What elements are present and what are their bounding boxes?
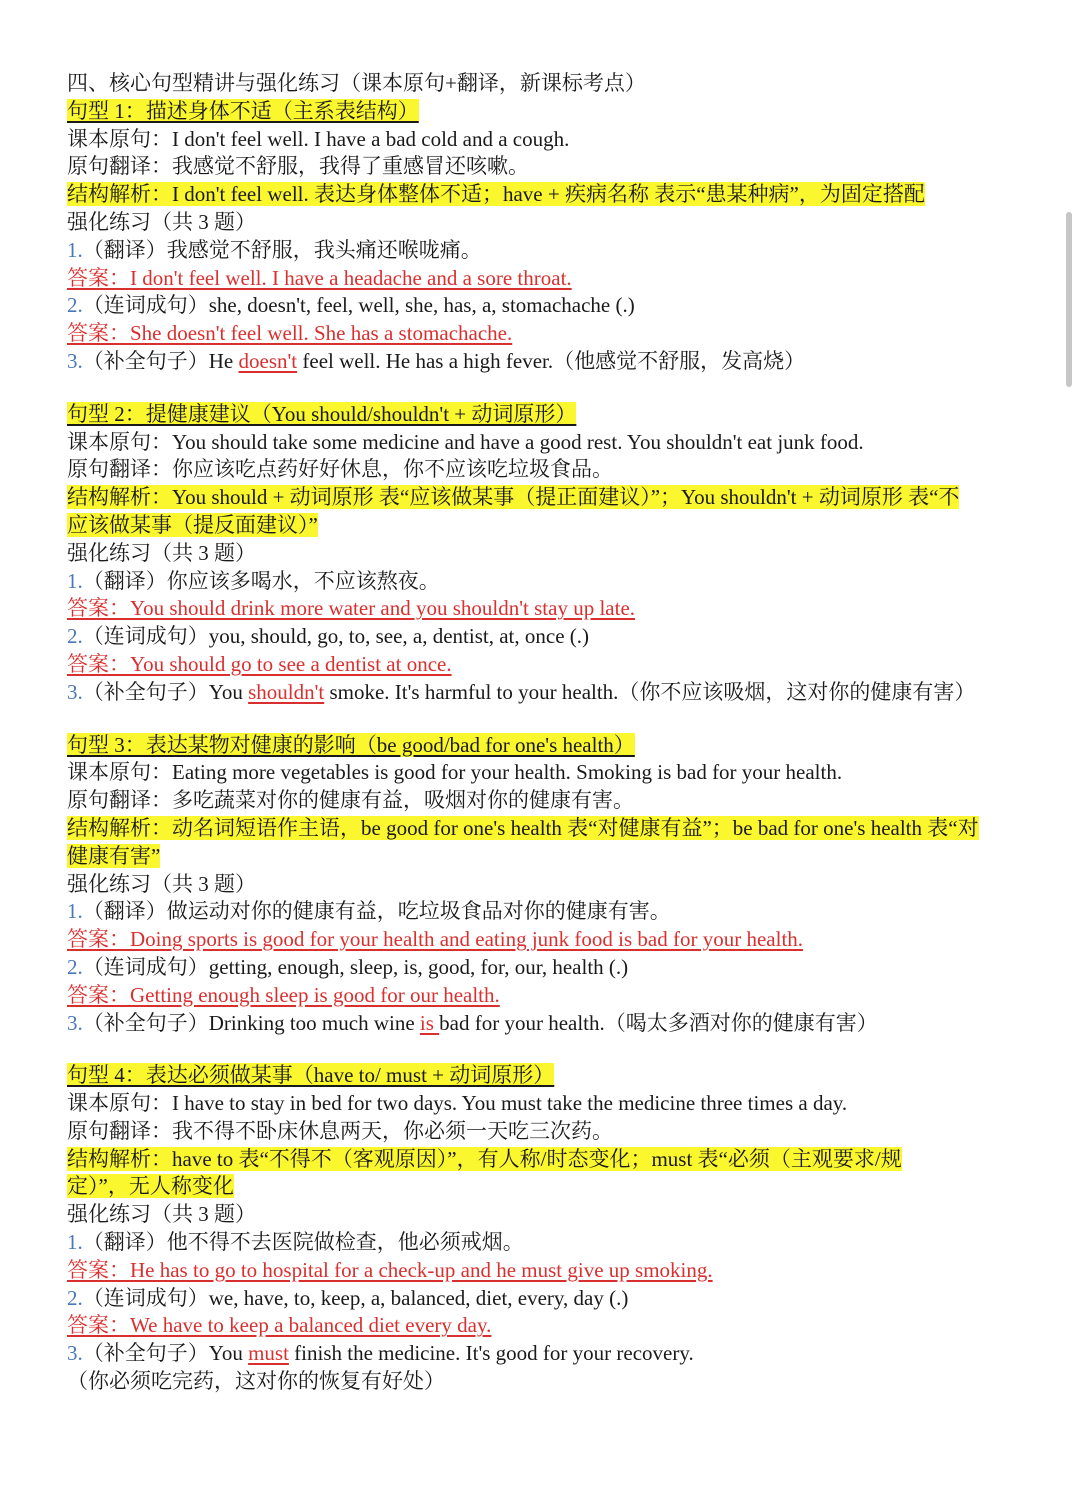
question-number: 3.	[67, 1010, 83, 1035]
question-number: 2.	[67, 1285, 83, 1310]
question-text-before-blank: （补全句子）Drinking too much wine	[82, 1010, 420, 1035]
answer-text: 答案：I don't feel well. I have a headache and a sore throat.	[67, 265, 572, 290]
answer-2	[67, 982, 1027, 1010]
pattern-section	[67, 376, 1027, 707]
answer-text: 答案：She doesn't feel well. She has a stomachache.	[67, 321, 513, 346]
structure-analysis-continued	[67, 512, 1027, 540]
question-text-after-blank: feel well. He has a high fever.（他感觉不舒服，发高烧）	[297, 348, 806, 373]
question-1	[67, 237, 1027, 265]
question-number: 2.	[67, 293, 83, 318]
sentence-translation	[67, 456, 1027, 484]
question-number: 2.	[67, 624, 83, 649]
page-heading: 四、核心句型精讲与强化练习（课本原句+翻译，新课标考点）	[67, 71, 646, 95]
question-text-before-blank: （补全句子）You	[82, 679, 249, 704]
answer-2	[67, 651, 1027, 679]
question-number: 1.	[67, 899, 83, 924]
sentence-translation	[67, 787, 1027, 815]
question-1	[67, 898, 1027, 926]
answer-text: 答案：You should drink more water and you shouldn't stay up late.	[67, 596, 636, 621]
section-gap	[67, 707, 1027, 732]
original-sentence-text: 课本原句：I have to stay in bed for two days. You must take the medicine three times a day.	[67, 1091, 848, 1116]
original-sentence	[67, 1090, 1027, 1118]
structure-analysis-text: 结构解析：have to 表“不得不（客观原因）”，有人称/时态变化；must 表“必须（主观要求/规	[67, 1146, 902, 1171]
sentence-translation	[67, 153, 1027, 181]
answer-text: 答案：He has to go to hospital for a check-up and he must give up smoking.	[67, 1257, 713, 1282]
pattern-title: 句型 1：描述身体不适（主系表结构）	[67, 98, 419, 123]
fill-blank-answer: is	[419, 1010, 440, 1035]
fill-blank-answer: doesn't	[238, 348, 298, 373]
sections-container	[67, 98, 1027, 1396]
question-text-after-blank: finish the medicine. It's good for your recovery.	[288, 1341, 694, 1366]
practice-heading	[67, 871, 1027, 899]
original-sentence-text: 课本原句：I don't feel well. I have a bad cold and a cough.	[67, 126, 570, 151]
answer-1	[67, 595, 1027, 623]
structure-analysis-continued-text: 健康有害”	[67, 843, 161, 868]
practice-heading-text: 强化练习（共 3 题）	[67, 871, 256, 896]
pattern-title-line	[67, 732, 1027, 760]
question-number: 1.	[67, 568, 83, 593]
structure-analysis-continued	[67, 1173, 1027, 1201]
structure-analysis-text: 结构解析：I don't feel well. 表达身体整体不适；have + 疾病名称 表示“患某种病”，为固定搭配	[67, 182, 925, 207]
question-number: 1.	[67, 237, 83, 262]
practice-heading	[67, 540, 1027, 568]
pattern-section	[67, 707, 1027, 1038]
pattern-title: 句型 4：表达必须做某事（have to/ must + 动词原形）	[67, 1063, 555, 1088]
structure-analysis-text: 结构解析：You should + 动词原形 表“应该做某事（提正面建议）”；You shouldn't + 动词原形 表“不	[67, 485, 960, 510]
answer-2	[67, 1312, 1027, 1340]
question-3-translation-text: （你必须吃完药，这对你的恢复有好处）	[67, 1369, 445, 1394]
structure-analysis	[67, 484, 1027, 512]
section-gap	[67, 376, 1027, 401]
document-page	[67, 70, 1027, 1396]
fill-blank-answer: shouldn't	[248, 679, 325, 704]
question-number: 1.	[67, 1230, 83, 1255]
structure-analysis-continued	[67, 843, 1027, 871]
answer-text: 答案：You should go to see a dentist at once.	[67, 651, 452, 676]
question-number: 3.	[67, 679, 83, 704]
answer-1	[67, 265, 1027, 293]
structure-analysis-continued-text: 应该做某事（提反面建议）”	[67, 512, 318, 537]
practice-heading	[67, 1201, 1027, 1229]
practice-heading-text: 强化练习（共 3 题）	[67, 209, 256, 234]
sentence-translation-text: 原句翻译：我不得不卧床休息两天，你必须一天吃三次药。	[67, 1118, 613, 1143]
question-text-after-blank: bad for your health.（喝太多酒对你的健康有害）	[439, 1010, 878, 1035]
pattern-title-line	[67, 98, 1027, 126]
answer-text: 答案：Doing sports is good for your health and eating junk food is bad for your health.	[67, 927, 804, 952]
question-2	[67, 292, 1027, 320]
structure-analysis	[67, 1146, 1027, 1174]
question-1	[67, 568, 1027, 596]
pattern-section	[67, 1037, 1027, 1396]
answer-1	[67, 926, 1027, 954]
question-text-after-blank: smoke. It's harmful to your health.（你不应该吸烟，这对你的健康有害）	[324, 679, 976, 704]
original-sentence	[67, 759, 1027, 787]
pattern-title: 句型 2：提健康建议（You should/shouldn't + 动词原形）	[67, 401, 577, 426]
question-3-translation	[67, 1368, 1027, 1396]
question-number: 2.	[67, 954, 83, 979]
pattern-title: 句型 3：表达某物对健康的影响（be good/bad for one's health）	[67, 732, 635, 757]
question-3	[67, 1010, 1027, 1038]
practice-heading	[67, 209, 1027, 237]
question-text-before-blank: （补全句子）You	[82, 1341, 249, 1366]
answer-1	[67, 1257, 1027, 1285]
question-text: （连词成句）you, should, go, to, see, a, dentist, at, once (.)	[82, 624, 590, 649]
sentence-translation-text: 原句翻译：你应该吃点药好好休息，你不应该吃垃圾食品。	[67, 457, 613, 482]
sentence-translation	[67, 1118, 1027, 1146]
structure-analysis	[67, 815, 1027, 843]
original-sentence	[67, 126, 1027, 154]
answer-2	[67, 320, 1027, 348]
question-text-before-blank: （补全句子）He	[82, 348, 239, 373]
question-text: （连词成句）we, have, to, keep, a, balanced, diet, every, day (.)	[82, 1285, 629, 1310]
question-3	[67, 679, 1027, 707]
original-sentence-text: 课本原句：You should take some medicine and have a good rest. You shouldn't eat junk food.	[67, 429, 864, 454]
section-gap	[67, 1037, 1027, 1062]
question-text: （连词成句）she, doesn't, feel, well, she, has, a, stomachache (.)	[82, 293, 635, 318]
pattern-title-line	[67, 1062, 1027, 1090]
structure-analysis	[67, 181, 1027, 209]
question-text: （翻译）你应该多喝水，不应该熬夜。	[82, 568, 440, 593]
question-3	[67, 1340, 1027, 1368]
sentence-translation-text: 原句翻译：我感觉不舒服，我得了重感冒还咳嗽。	[67, 154, 529, 179]
structure-analysis-text: 结构解析：动名词短语作主语，be good for one's health 表“对健康有益”；be bad for one's health 表“对	[67, 815, 979, 840]
answer-text: 答案：Getting enough sleep is good for our health.	[67, 982, 500, 1007]
structure-analysis-continued-text: 定）”，无人称变化	[67, 1174, 234, 1199]
question-2	[67, 623, 1027, 651]
practice-heading-text: 强化练习（共 3 题）	[67, 1202, 256, 1227]
pattern-section	[67, 98, 1027, 376]
question-1	[67, 1229, 1027, 1257]
original-sentence-text: 课本原句：Eating more vegetables is good for your health. Smoking is bad for your health.	[67, 760, 843, 785]
sentence-translation-text: 原句翻译：多吃蔬菜对你的健康有益，吸烟对你的健康有害。	[67, 788, 634, 813]
scrollbar-thumb[interactable]	[1066, 212, 1072, 387]
question-number: 3.	[67, 1341, 83, 1366]
question-text: （翻译）我感觉不舒服，我头痛还喉咙痛。	[82, 237, 482, 262]
answer-text: 答案：We have to keep a balanced diet every day.	[67, 1313, 492, 1338]
question-text: （翻译）他不得不去医院做检查，他必须戒烟。	[82, 1230, 524, 1255]
question-3	[67, 348, 1027, 376]
question-2	[67, 1285, 1027, 1313]
original-sentence	[67, 429, 1027, 457]
fill-blank-answer: must	[248, 1341, 289, 1366]
question-text: （连词成句）getting, enough, sleep, is, good, for, our, health (.)	[82, 954, 629, 979]
question-text: （翻译）做运动对你的健康有益，吃垃圾食品对你的健康有害。	[82, 899, 671, 924]
pattern-title-line	[67, 401, 1027, 429]
practice-heading-text: 强化练习（共 3 题）	[67, 540, 256, 565]
question-2	[67, 954, 1027, 982]
question-number: 3.	[67, 348, 83, 373]
